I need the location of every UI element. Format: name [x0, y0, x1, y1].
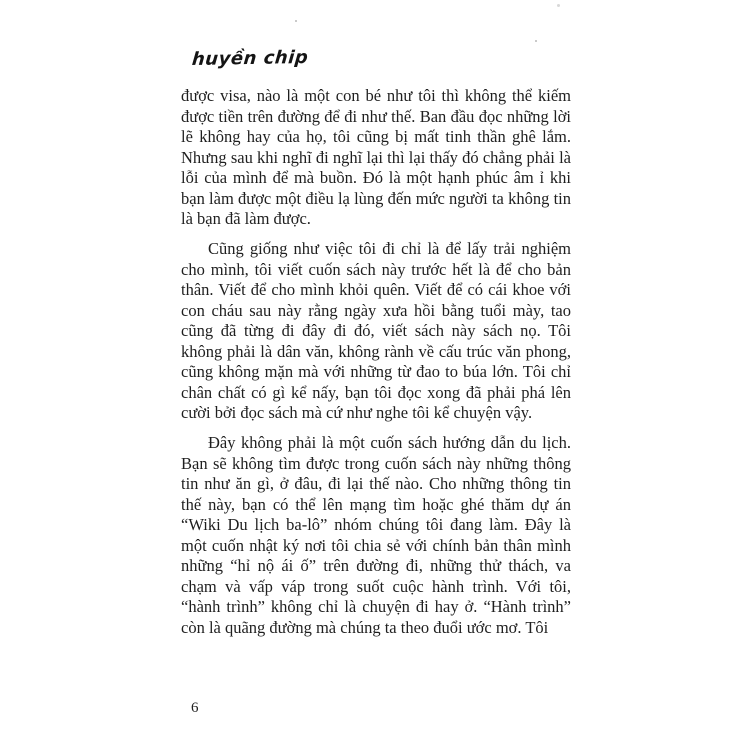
scan-speck: [535, 40, 537, 42]
author-signature: huyền chip: [191, 46, 310, 70]
paragraph: Cũng giống như việc tôi đi chỉ là để lấy trải nghiệm cho mình, tôi viết cuốn sách này trước hết là để cho bản thân. Viết để cho mình khỏi quên. Viết để có cái khoe với con cháu sau này rằng ngày xưa hồi bằng tuổi mày, tao cũng đã từng đi đây đi đó, viết sách này sách nọ. Tôi không phải là dân văn, không rành về cấu trúc văn phong, cũng không mặn mà với những từ đao to búa lớn. Tôi chỉ chân chất có gì kể nấy, bạn tôi đọc xong đã phải phá lên cười bởi đọc sách mà cứ như nghe tôi kể chuyện vậy.: [181, 239, 571, 422]
scan-speck: [557, 4, 560, 7]
body-text: [181, 86, 571, 648]
page-number: 6: [191, 700, 199, 716]
paragraph: được visa, nào là một con bé như tôi thì không thể kiếm được tiền trên đường để đi như thế. Ban đầu đọc những lời lẽ không hay của họ, tôi cũng bị mất tinh thần ghê lắm. Nhưng sau khi nghĩ đi nghĩ lại thì lại thấy đó chẳng phải là lỗi của mình để mà buồn. Đó là một hạnh phúc âm ỉ khi bạn làm được một điều lạ lùng đến mức người ta không tin là bạn đã làm được.: [181, 86, 571, 228]
scan-speck: [295, 20, 297, 22]
paragraph: Đây không phải là một cuốn sách hướng dẫn du lịch. Bạn sẽ không tìm được trong cuốn sách này những thông tin như ăn gì, ở đâu, đi lại thế nào. Cho những thông tin thế này, bạn có thể lên mạng tìm hoặc ghé thăm dự án “Wiki Du lịch ba-lô” nhóm chúng tôi đang làm. Đây là một cuốn nhật ký nơi tôi chia sẻ với chính bản thân mình những “hỉ nộ ái ố” trên đường đi, những thử thách, va chạm và vấp váp trong suốt cuộc hành trình. Với tôi, “hành trình” không chỉ là chuyện đi hay ở. “Hành trình” còn là quãng đường mà chúng ta theo đuổi ước mơ. Tôi: [181, 433, 571, 637]
